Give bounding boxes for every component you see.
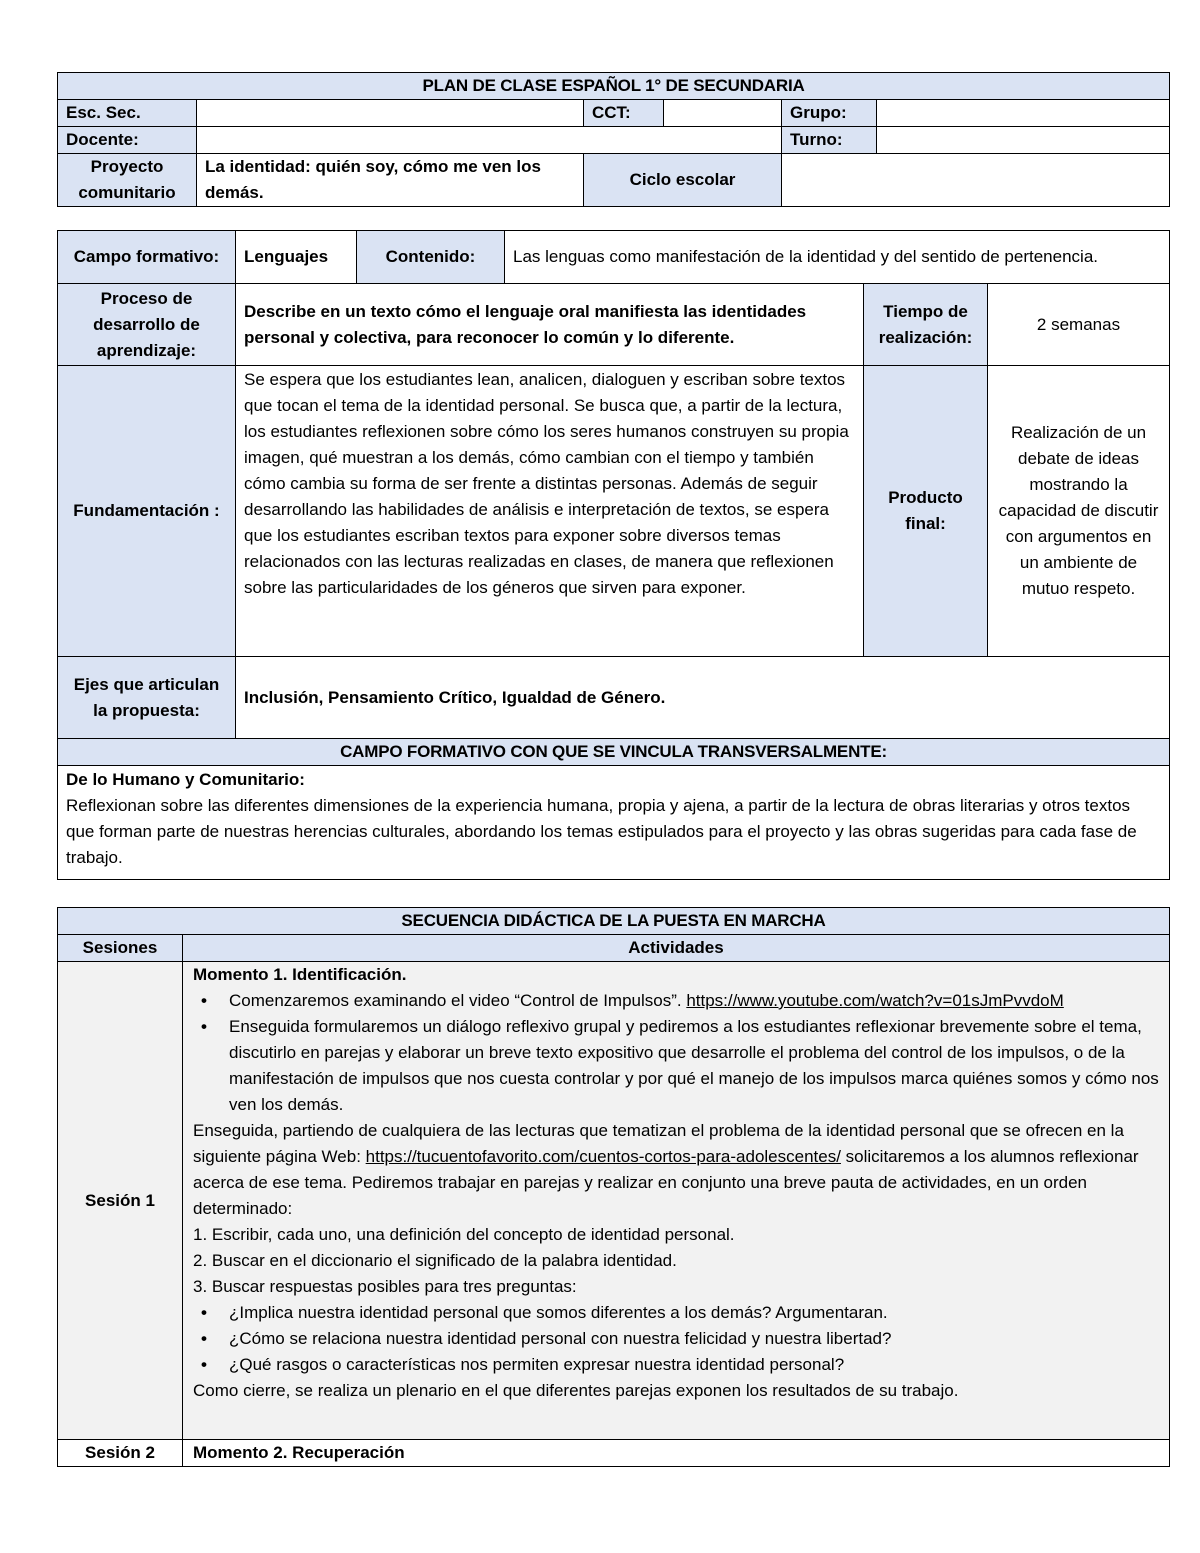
sesion-1-paragraph	[193, 1118, 1161, 1222]
esc-sec-field[interactable]	[197, 100, 584, 127]
contenido-value: Las lenguas como manifestación de la identidad y del sentido de pertenencia.	[505, 231, 1170, 284]
transversal-heading: De lo Humano y Comunitario:	[66, 770, 305, 789]
momento-1-bullets	[193, 988, 1161, 1118]
list-item: • Enseguida formularemos un diálogo reflexivo grupal y pediremos a los estudiantes reflexionar brevemente sobre el tema, discutirlo en parejas y elaborar un breve texto expositivo que desarrolle el problema del control de los impulsos, o de la manifestación de impulsos que nos cuesta controlar y por qué el manejo de los impulsos marca quiénes somos y cómo nos ven los demás.	[229, 1014, 1161, 1118]
producto-label: Producto final:	[864, 366, 988, 657]
paragraph-text: solicitaremos a los alumnos reflexionar acerca de ese tema. Pediremos trabajar en parejas y realizar en conjunto una breve pauta de actividades, en un orden determinado:	[193, 1147, 1139, 1218]
turno-field[interactable]	[877, 127, 1170, 154]
producto-value: Realización de un debate de ideas mostrando la capacidad de discutir con argumentos en un ambiente de mutuo respeto.	[988, 366, 1170, 657]
momento-2-title: Momento 2. Recuperación	[183, 1440, 1170, 1467]
fundamentacion-label: Fundamentación :	[58, 366, 236, 657]
cct-field[interactable]	[664, 100, 782, 127]
sesion-2-label: Sesión 2	[58, 1440, 183, 1467]
closing-text: Como cierre, se realiza un plenario en el que diferentes parejas exponen los resultados de su trabajo.	[193, 1381, 959, 1400]
grupo-label: Grupo:	[782, 100, 877, 127]
tucuentofavorito-link[interactable]: https://tucuentofavorito.com/cuentos-cortos-para-adolescentes/	[365, 1147, 841, 1166]
esc-sec-label: Esc. Sec.	[58, 100, 197, 127]
bullet-1-text: Comenzaremos examinando el video “Control de Impulsos”.	[229, 991, 687, 1010]
cct-label: CCT:	[584, 100, 664, 127]
ejes-label: Ejes que articulan la propuesta:	[58, 657, 236, 739]
step-3: 3. Buscar respuestas posibles para tres preguntas:	[193, 1277, 577, 1296]
col-sesiones: Sesiones	[58, 935, 183, 962]
docente-label: Docente:	[58, 127, 197, 154]
pda-label: Proceso de desarrollo de aprendizaje:	[58, 284, 236, 366]
secuencia-title: SECUENCIA DIDÁCTICA DE LA PUESTA EN MARCHA	[58, 908, 1170, 935]
header-table	[57, 72, 1170, 207]
proyecto-label: Proyecto comunitario	[58, 154, 197, 207]
fundamentacion-value: Se espera que los estudiantes lean, analicen, dialoguen y escriban sobre textos que tocan el tema de la identidad personal. Se busca que, a partir de la lectura, los estudiantes reflexionen sobre cómo los seres humanos construyen su propia imagen, qué muestran a los demás, cómo cambian con el tiempo y también cómo cambia su forma de ser frente a distintas personas. Además de seguir desarrollando las habilidades de análisis e interpretación de textos, se espera que los estudiantes escriban textos para exponer sobre diversos temas relacionados con las lecturas realizadas en clases, de manera que reflexionen sobre las particularidades de los géneros que sirven para exponer.	[236, 366, 864, 657]
docente-field[interactable]	[197, 127, 782, 154]
plan-title: PLAN DE CLASE ESPAÑOL 1° DE SECUNDARIA	[58, 73, 1170, 100]
campo-label: Campo formativo:	[58, 231, 236, 284]
youtube-link[interactable]: https://www.youtube.com/watch?v=01sJmPvvdoM	[686, 991, 1064, 1010]
transversal-cell	[58, 766, 1170, 880]
col-actividades: Actividades	[183, 935, 1170, 962]
contenido-label: Contenido:	[357, 231, 505, 284]
list-item	[229, 988, 1161, 1014]
tiempo-label: Tiempo de realización:	[864, 284, 988, 366]
paragraph-text: Enseguida, partiendo de cualquiera de las lecturas que tematizan el problema de la identidad personal que se ofrecen en la siguiente página Web:	[193, 1121, 1124, 1166]
ciclo-label: Ciclo escolar	[584, 154, 782, 207]
proyecto-value: La identidad: quién soy, cómo me ven los demás.	[197, 154, 584, 207]
ciclo-field[interactable]	[782, 154, 1170, 207]
transversal-text: Reflexionan sobre las diferentes dimensiones de la experiencia humana, propia y ajena, a partir de la lectura de obras literarias y otros textos que forman parte de nuestras herencias culturales, abordando los temas estipulados para el proyecto y las obras sugeridas para cada fase de trabajo.	[66, 796, 1137, 867]
grupo-field[interactable]	[877, 100, 1170, 127]
sesion-1-label: Sesión 1	[58, 962, 183, 1440]
turno-label: Turno:	[782, 127, 877, 154]
campo-table	[57, 230, 1170, 880]
tiempo-value: 2 semanas	[988, 284, 1170, 366]
step-1: 1. Escribir, cada uno, una definición del concepto de identidad personal.	[193, 1225, 735, 1244]
sesion-1-activities	[183, 962, 1170, 1440]
step-2: 2. Buscar en el diccionario el significado de la palabra identidad.	[193, 1251, 677, 1270]
secuencia-table	[57, 907, 1170, 1467]
transversal-title: CAMPO FORMATIVO CON QUE SE VINCULA TRANSVERSALMENTE:	[58, 739, 1170, 766]
campo-value: Lenguajes	[236, 231, 357, 284]
list-item: • ¿Cómo se relaciona nuestra identidad personal con nuestra felicidad y nuestra libertad?	[229, 1326, 1161, 1352]
question-list	[193, 1300, 1161, 1378]
pda-value: Describe en un texto cómo el lenguaje oral manifiesta las identidades personal y colectiva, para reconocer lo común y lo diferente.	[236, 284, 864, 366]
momento-1-title: Momento 1. Identificación.	[193, 965, 407, 984]
ejes-value: Inclusión, Pensamiento Crítico, Igualdad de Género.	[236, 657, 1170, 739]
list-item: • ¿Implica nuestra identidad personal que somos diferentes a los demás? Argumentaran.	[229, 1300, 1161, 1326]
list-item: • ¿Qué rasgos o características nos permiten expresar nuestra identidad personal?	[229, 1352, 1161, 1378]
